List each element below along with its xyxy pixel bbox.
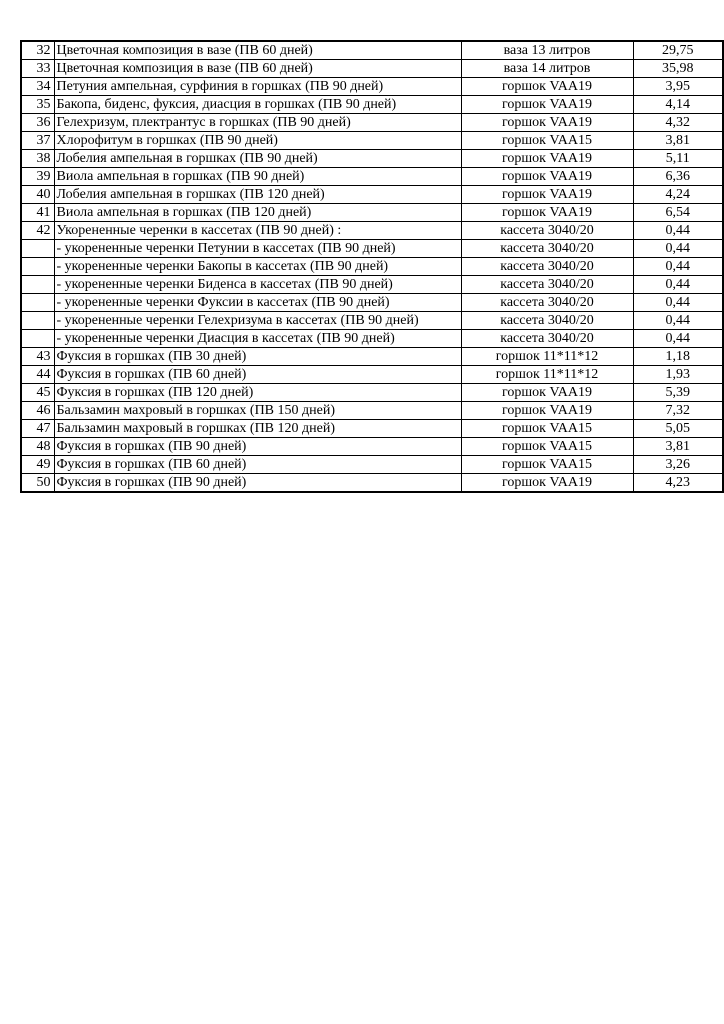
item-name-cell: - укорененные черенки Фуксии в кассетах (ПВ 90 дней) xyxy=(54,294,461,312)
item-name-cell: Гелехризум, плектрантус в горшках (ПВ 90 дней) xyxy=(54,114,461,132)
unit-cell: горшок VAA15 xyxy=(461,132,633,150)
row-number-cell: 43 xyxy=(21,348,54,366)
table-row xyxy=(21,150,723,168)
item-name-cell: Виола ампельная в горшках (ПВ 90 дней) xyxy=(54,168,461,186)
table-row xyxy=(21,456,723,474)
table-row xyxy=(21,276,723,294)
unit-cell: ваза 14 литров xyxy=(461,60,633,78)
row-number-cell xyxy=(21,258,54,276)
row-number-cell: 48 xyxy=(21,438,54,456)
table-row xyxy=(21,240,723,258)
unit-cell: кассета 3040/20 xyxy=(461,330,633,348)
price-cell: 3,26 xyxy=(633,456,723,474)
table-row xyxy=(21,294,723,312)
unit-cell: горшок VAA19 xyxy=(461,474,633,493)
price-cell: 0,44 xyxy=(633,294,723,312)
item-name-cell: Фуксия в горшках (ПВ 90 дней) xyxy=(54,474,461,493)
table-row xyxy=(21,348,723,366)
row-number-cell: 49 xyxy=(21,456,54,474)
price-cell: 29,75 xyxy=(633,41,723,60)
unit-cell: горшок VAA19 xyxy=(461,384,633,402)
item-name-cell: - укорененные черенки Бакопы в кассетах (ПВ 90 дней) xyxy=(54,258,461,276)
table-row xyxy=(21,222,723,240)
price-cell: 4,23 xyxy=(633,474,723,493)
item-name-cell: Бакопа, биденс, фуксия, диасция в горшках (ПВ 90 дней) xyxy=(54,96,461,114)
price-table-body xyxy=(21,41,723,492)
unit-cell: ваза 13 литров xyxy=(461,41,633,60)
row-number-cell: 39 xyxy=(21,168,54,186)
table-row xyxy=(21,312,723,330)
unit-cell: горшок VAA19 xyxy=(461,150,633,168)
table-row xyxy=(21,114,723,132)
unit-cell: горшок VAA19 xyxy=(461,114,633,132)
price-cell: 0,44 xyxy=(633,258,723,276)
item-name-cell: Цветочная композиция в вазе (ПВ 60 дней) xyxy=(54,60,461,78)
item-name-cell: Фуксия в горшках (ПВ 30 дней) xyxy=(54,348,461,366)
table-row xyxy=(21,330,723,348)
price-cell: 5,05 xyxy=(633,420,723,438)
row-number-cell: 35 xyxy=(21,96,54,114)
row-number-cell: 45 xyxy=(21,384,54,402)
price-cell: 3,81 xyxy=(633,132,723,150)
item-name-cell: - укорененные черенки Гелехризума в кассетах (ПВ 90 дней) xyxy=(54,312,461,330)
row-number-cell: 32 xyxy=(21,41,54,60)
table-row xyxy=(21,438,723,456)
unit-cell: горшок VAA15 xyxy=(461,420,633,438)
row-number-cell: 44 xyxy=(21,366,54,384)
row-number-cell: 33 xyxy=(21,60,54,78)
unit-cell: кассета 3040/20 xyxy=(461,294,633,312)
table-row xyxy=(21,420,723,438)
unit-cell: горшок VAA15 xyxy=(461,456,633,474)
unit-cell: горшок VAA19 xyxy=(461,402,633,420)
price-cell: 1,18 xyxy=(633,348,723,366)
item-name-cell: Цветочная композиция в вазе (ПВ 60 дней) xyxy=(54,41,461,60)
price-cell: 5,11 xyxy=(633,150,723,168)
item-name-cell: - укорененные черенки Биденса в кассетах (ПВ 90 дней) xyxy=(54,276,461,294)
price-cell: 5,39 xyxy=(633,384,723,402)
unit-cell: горшок 11*11*12 xyxy=(461,366,633,384)
price-cell: 3,95 xyxy=(633,78,723,96)
unit-cell: горшок VAA19 xyxy=(461,96,633,114)
table-row xyxy=(21,60,723,78)
item-name-cell: Бальзамин махровый в горшках (ПВ 120 дней) xyxy=(54,420,461,438)
price-cell: 35,98 xyxy=(633,60,723,78)
price-cell: 6,36 xyxy=(633,168,723,186)
item-name-cell: Укорененные черенки в кассетах (ПВ 90 дней) : xyxy=(54,222,461,240)
item-name-cell: Бальзамин махровый в горшках (ПВ 150 дней) xyxy=(54,402,461,420)
row-number-cell: 41 xyxy=(21,204,54,222)
unit-cell: горшок VAA15 xyxy=(461,438,633,456)
row-number-cell xyxy=(21,294,54,312)
row-number-cell xyxy=(21,330,54,348)
table-row xyxy=(21,402,723,420)
row-number-cell: 50 xyxy=(21,474,54,493)
item-name-cell: - укорененные черенки Петунии в кассетах (ПВ 90 дней) xyxy=(54,240,461,258)
row-number-cell: 42 xyxy=(21,222,54,240)
unit-cell: кассета 3040/20 xyxy=(461,222,633,240)
price-cell: 0,44 xyxy=(633,312,723,330)
price-cell: 0,44 xyxy=(633,276,723,294)
unit-cell: кассета 3040/20 xyxy=(461,240,633,258)
item-name-cell: Фуксия в горшках (ПВ 90 дней) xyxy=(54,438,461,456)
price-cell: 0,44 xyxy=(633,240,723,258)
row-number-cell: 34 xyxy=(21,78,54,96)
table-row xyxy=(21,474,723,493)
row-number-cell: 46 xyxy=(21,402,54,420)
table-row xyxy=(21,366,723,384)
table-row xyxy=(21,41,723,60)
unit-cell: кассета 3040/20 xyxy=(461,312,633,330)
row-number-cell xyxy=(21,276,54,294)
price-cell: 4,14 xyxy=(633,96,723,114)
row-number-cell: 38 xyxy=(21,150,54,168)
item-name-cell: Хлорофитум в горшках (ПВ 90 дней) xyxy=(54,132,461,150)
unit-cell: горшок 11*11*12 xyxy=(461,348,633,366)
row-number-cell: 40 xyxy=(21,186,54,204)
item-name-cell: Фуксия в горшках (ПВ 60 дней) xyxy=(54,366,461,384)
table-row xyxy=(21,204,723,222)
table-row xyxy=(21,168,723,186)
price-cell: 4,24 xyxy=(633,186,723,204)
unit-cell: кассета 3040/20 xyxy=(461,276,633,294)
item-name-cell: Виола ампельная в горшках (ПВ 120 дней) xyxy=(54,204,461,222)
price-cell: 1,93 xyxy=(633,366,723,384)
item-name-cell: - укорененные черенки Диасция в кассетах (ПВ 90 дней) xyxy=(54,330,461,348)
price-list-sheet xyxy=(20,40,724,493)
table-row xyxy=(21,78,723,96)
unit-cell: горшок VAA19 xyxy=(461,186,633,204)
row-number-cell xyxy=(21,240,54,258)
unit-cell: горшок VAA19 xyxy=(461,204,633,222)
price-cell: 3,81 xyxy=(633,438,723,456)
price-cell: 7,32 xyxy=(633,402,723,420)
row-number-cell: 37 xyxy=(21,132,54,150)
item-name-cell: Лобелия ампельная в горшках (ПВ 120 дней) xyxy=(54,186,461,204)
price-table xyxy=(20,40,724,493)
row-number-cell: 47 xyxy=(21,420,54,438)
row-number-cell xyxy=(21,312,54,330)
table-row xyxy=(21,258,723,276)
table-row xyxy=(21,384,723,402)
price-cell: 0,44 xyxy=(633,222,723,240)
unit-cell: горшок VAA19 xyxy=(461,168,633,186)
table-row xyxy=(21,132,723,150)
item-name-cell: Фуксия в горшках (ПВ 60 дней) xyxy=(54,456,461,474)
price-cell: 4,32 xyxy=(633,114,723,132)
item-name-cell: Лобелия ампельная в горшках (ПВ 90 дней) xyxy=(54,150,461,168)
price-cell: 0,44 xyxy=(633,330,723,348)
row-number-cell: 36 xyxy=(21,114,54,132)
unit-cell: кассета 3040/20 xyxy=(461,258,633,276)
table-row xyxy=(21,96,723,114)
item-name-cell: Фуксия в горшках (ПВ 120 дней) xyxy=(54,384,461,402)
item-name-cell: Петуния ампельная, сурфиния в горшках (ПВ 90 дней) xyxy=(54,78,461,96)
table-row xyxy=(21,186,723,204)
price-cell: 6,54 xyxy=(633,204,723,222)
unit-cell: горшок VAA19 xyxy=(461,78,633,96)
